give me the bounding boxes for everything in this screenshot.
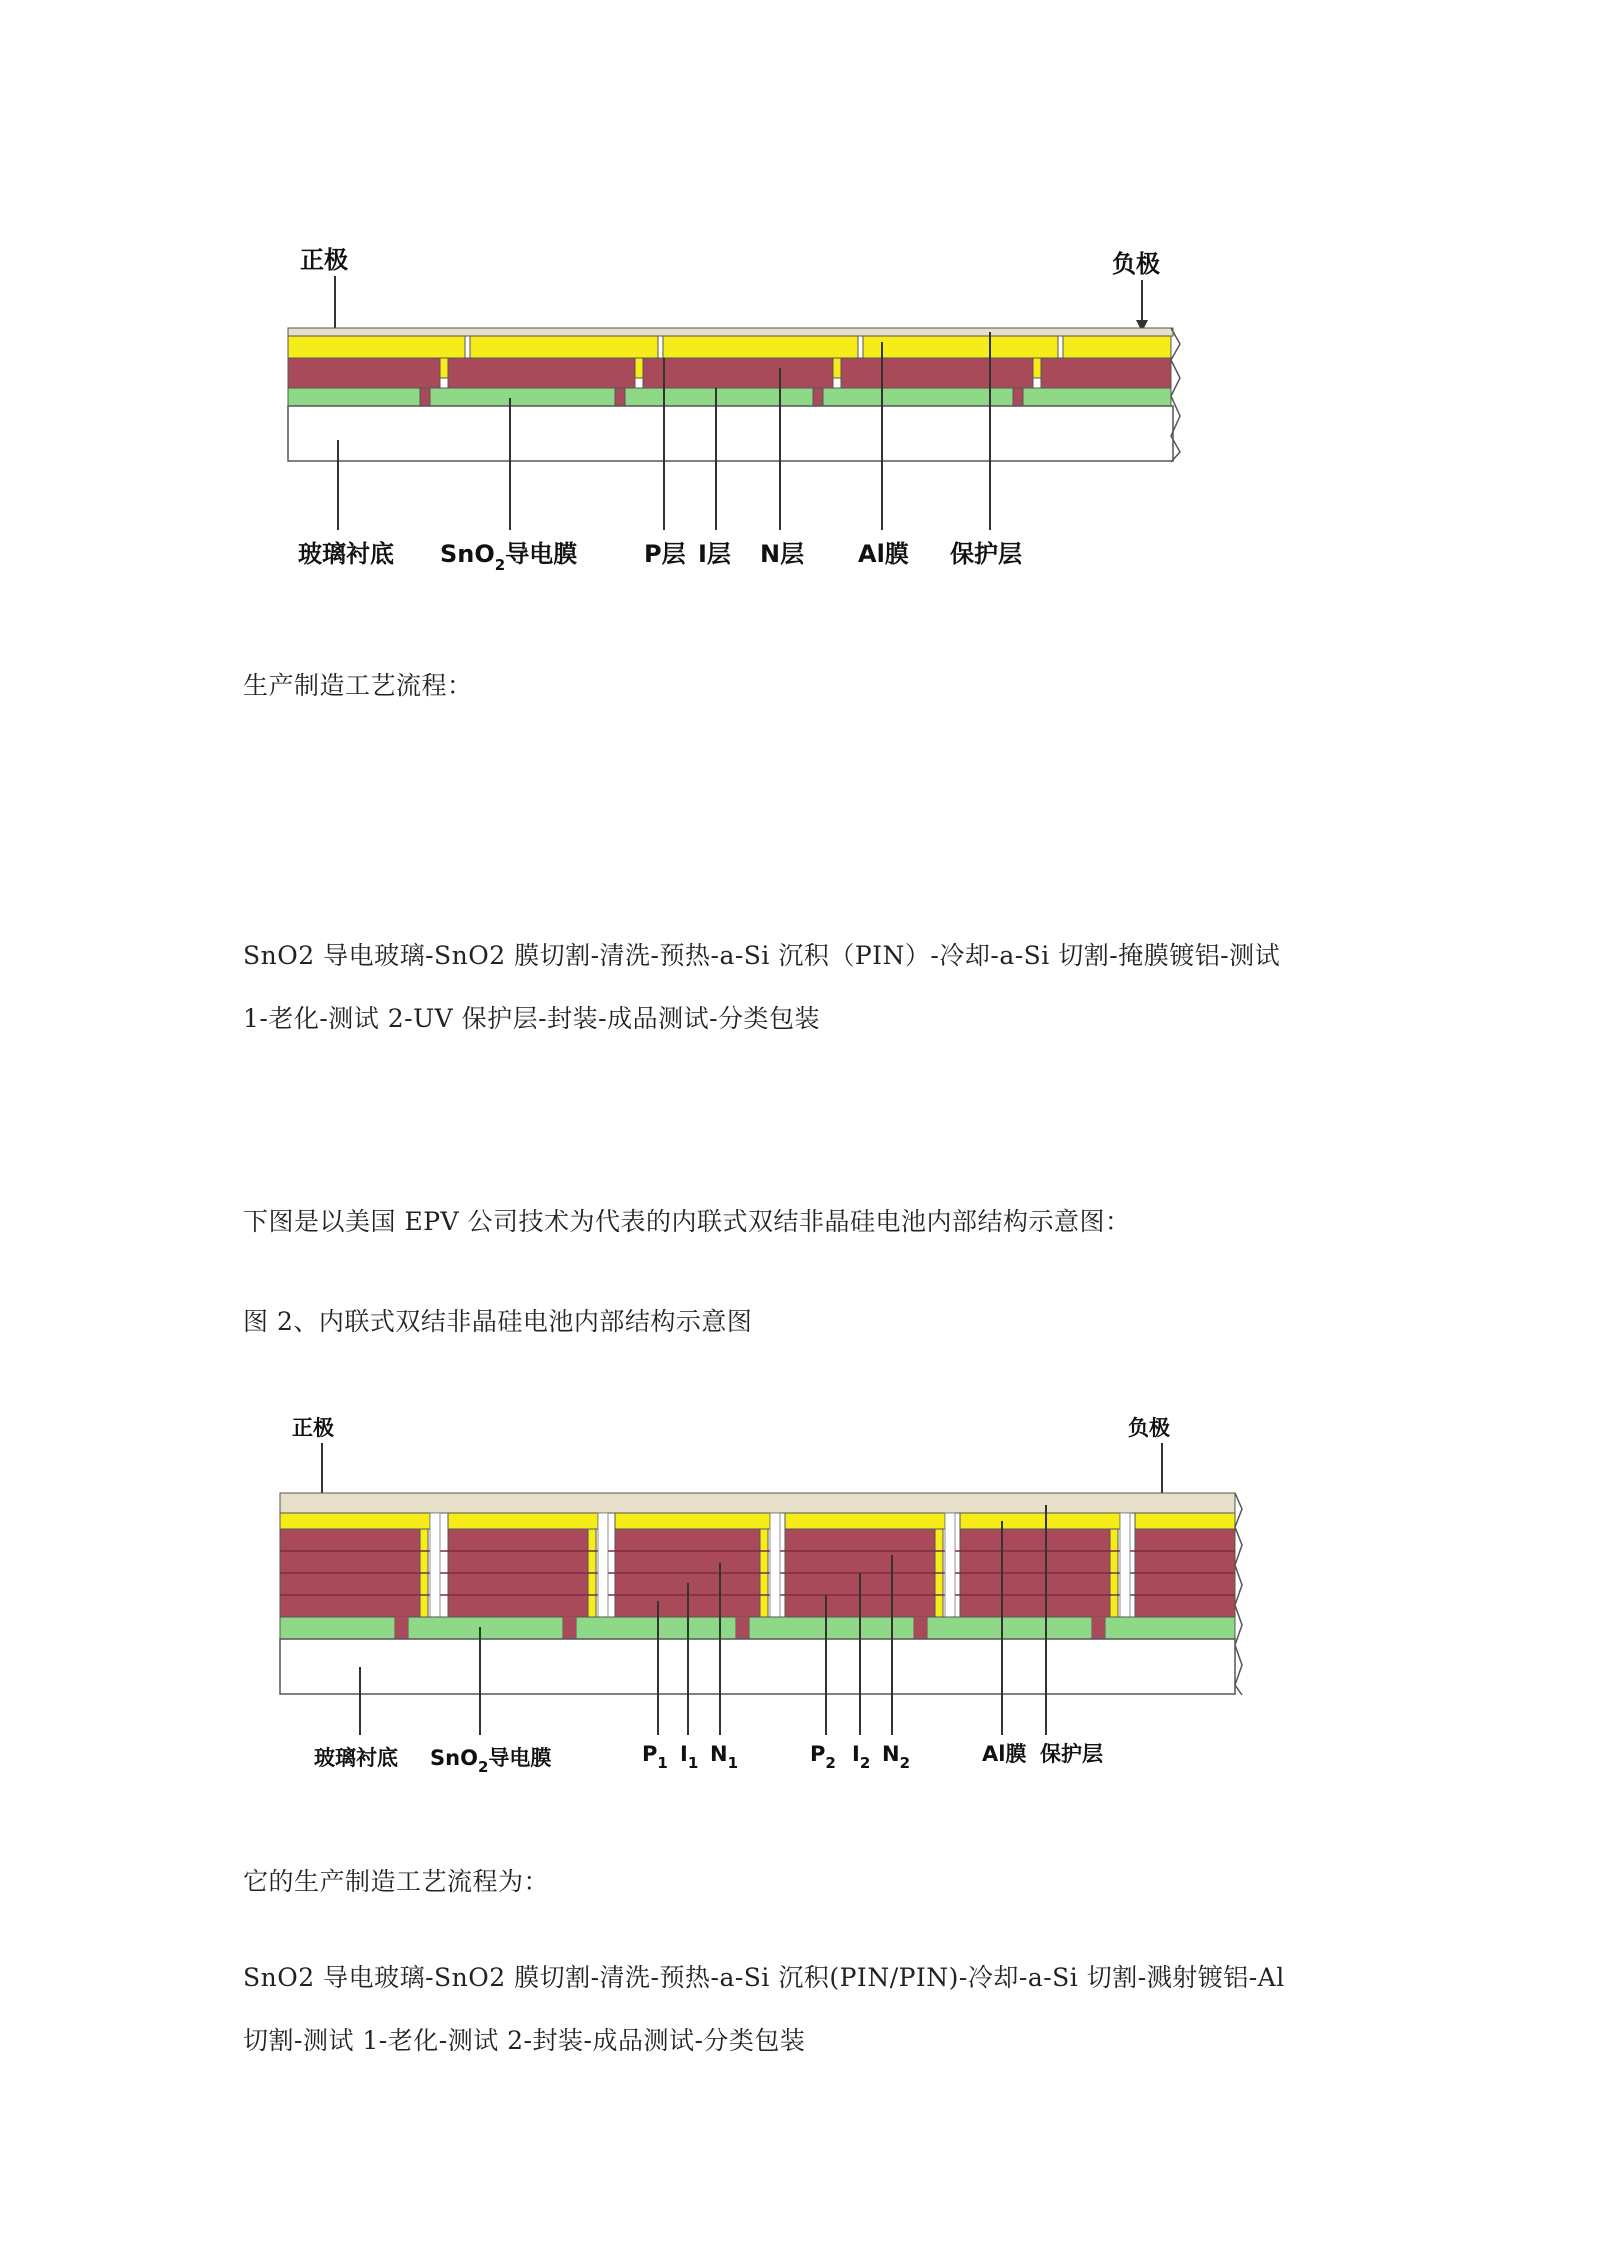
process-heading-2: 它的生产制造工艺流程为： xyxy=(243,1867,550,1896)
fig2-label-glass: 玻璃衬底 xyxy=(314,1746,398,1770)
fig2-label-positive: 正极 xyxy=(292,1416,334,1440)
fig2-protective-top-strip xyxy=(280,1493,1235,1513)
process-line-2a: SnO2 导电玻璃-SnO2 膜切割-清洗-预热-a-Si 沉积(PIN/PIN)-冷却-a-Si 切割-溅射镀铝-Al xyxy=(243,1963,1285,1992)
label-i-layer: I层 xyxy=(698,540,731,568)
fig2-label-p2: $P_2$ xyxy=(810,1742,836,1772)
process-line-1b: 1-老化-测试 2-UV 保护层-封装-成品测试-分类包装 xyxy=(243,1004,821,1033)
label-positive: 正极 xyxy=(300,246,348,274)
label-negative: 负极 xyxy=(1112,250,1160,278)
process-line-1a: SnO2 导电玻璃-SnO2 膜切割-清洗-预热-a-Si 沉积（PIN）-冷却-a-Si 切割-掩膜镀铝-测试 xyxy=(243,941,1281,970)
label-al-film: Al膜 xyxy=(858,540,909,568)
label-sno2: SnO$_2$导电膜 xyxy=(440,540,578,574)
label-glass: 玻璃衬底 xyxy=(298,540,394,568)
fig2-label-al-film: Al膜 xyxy=(982,1742,1027,1766)
label-n-layer: N层 xyxy=(760,540,805,568)
fig2-label-i2: $I_2$ xyxy=(852,1742,871,1772)
fig2-label-negative: 负极 xyxy=(1128,1416,1170,1440)
fig2-label-protect: 保护层 xyxy=(1040,1742,1103,1766)
process-heading-1: 生产制造工艺流程： xyxy=(243,671,473,700)
fig2-label-i1: $I_1$ xyxy=(680,1742,699,1772)
figure-2-caption: 图 2、内联式双结非晶硅电池内部结构示意图 xyxy=(243,1307,753,1336)
fig2-glass-substrate xyxy=(280,1639,1235,1694)
glass-substrate xyxy=(288,406,1173,461)
figure-1-single-junction-structure xyxy=(270,240,1210,580)
figure-2-tandem-structure xyxy=(270,1405,1250,1775)
fig2-label-n2: $N_2$ xyxy=(882,1742,911,1772)
protective-top-strip xyxy=(288,328,1173,336)
intro-figure-2: 下图是以美国 EPV 公司技术为代表的内联式双结非晶硅电池内部结构示意图： xyxy=(243,1207,1131,1236)
process-line-2b: 切割-测试 1-老化-测试 2-封装-成品测试-分类包装 xyxy=(243,2026,806,2055)
fig2-label-p1: $P_1$ xyxy=(642,1742,668,1772)
sno2-layer xyxy=(288,388,1171,406)
label-protect: 保护层 xyxy=(950,540,1022,568)
fig2-label-sno2: SnO$_2$导电膜 xyxy=(430,1746,552,1775)
fig2-sno2-layer xyxy=(280,1617,1235,1639)
fig2-label-n1: $N_1$ xyxy=(710,1742,739,1772)
label-p-layer: P层 xyxy=(644,540,686,568)
